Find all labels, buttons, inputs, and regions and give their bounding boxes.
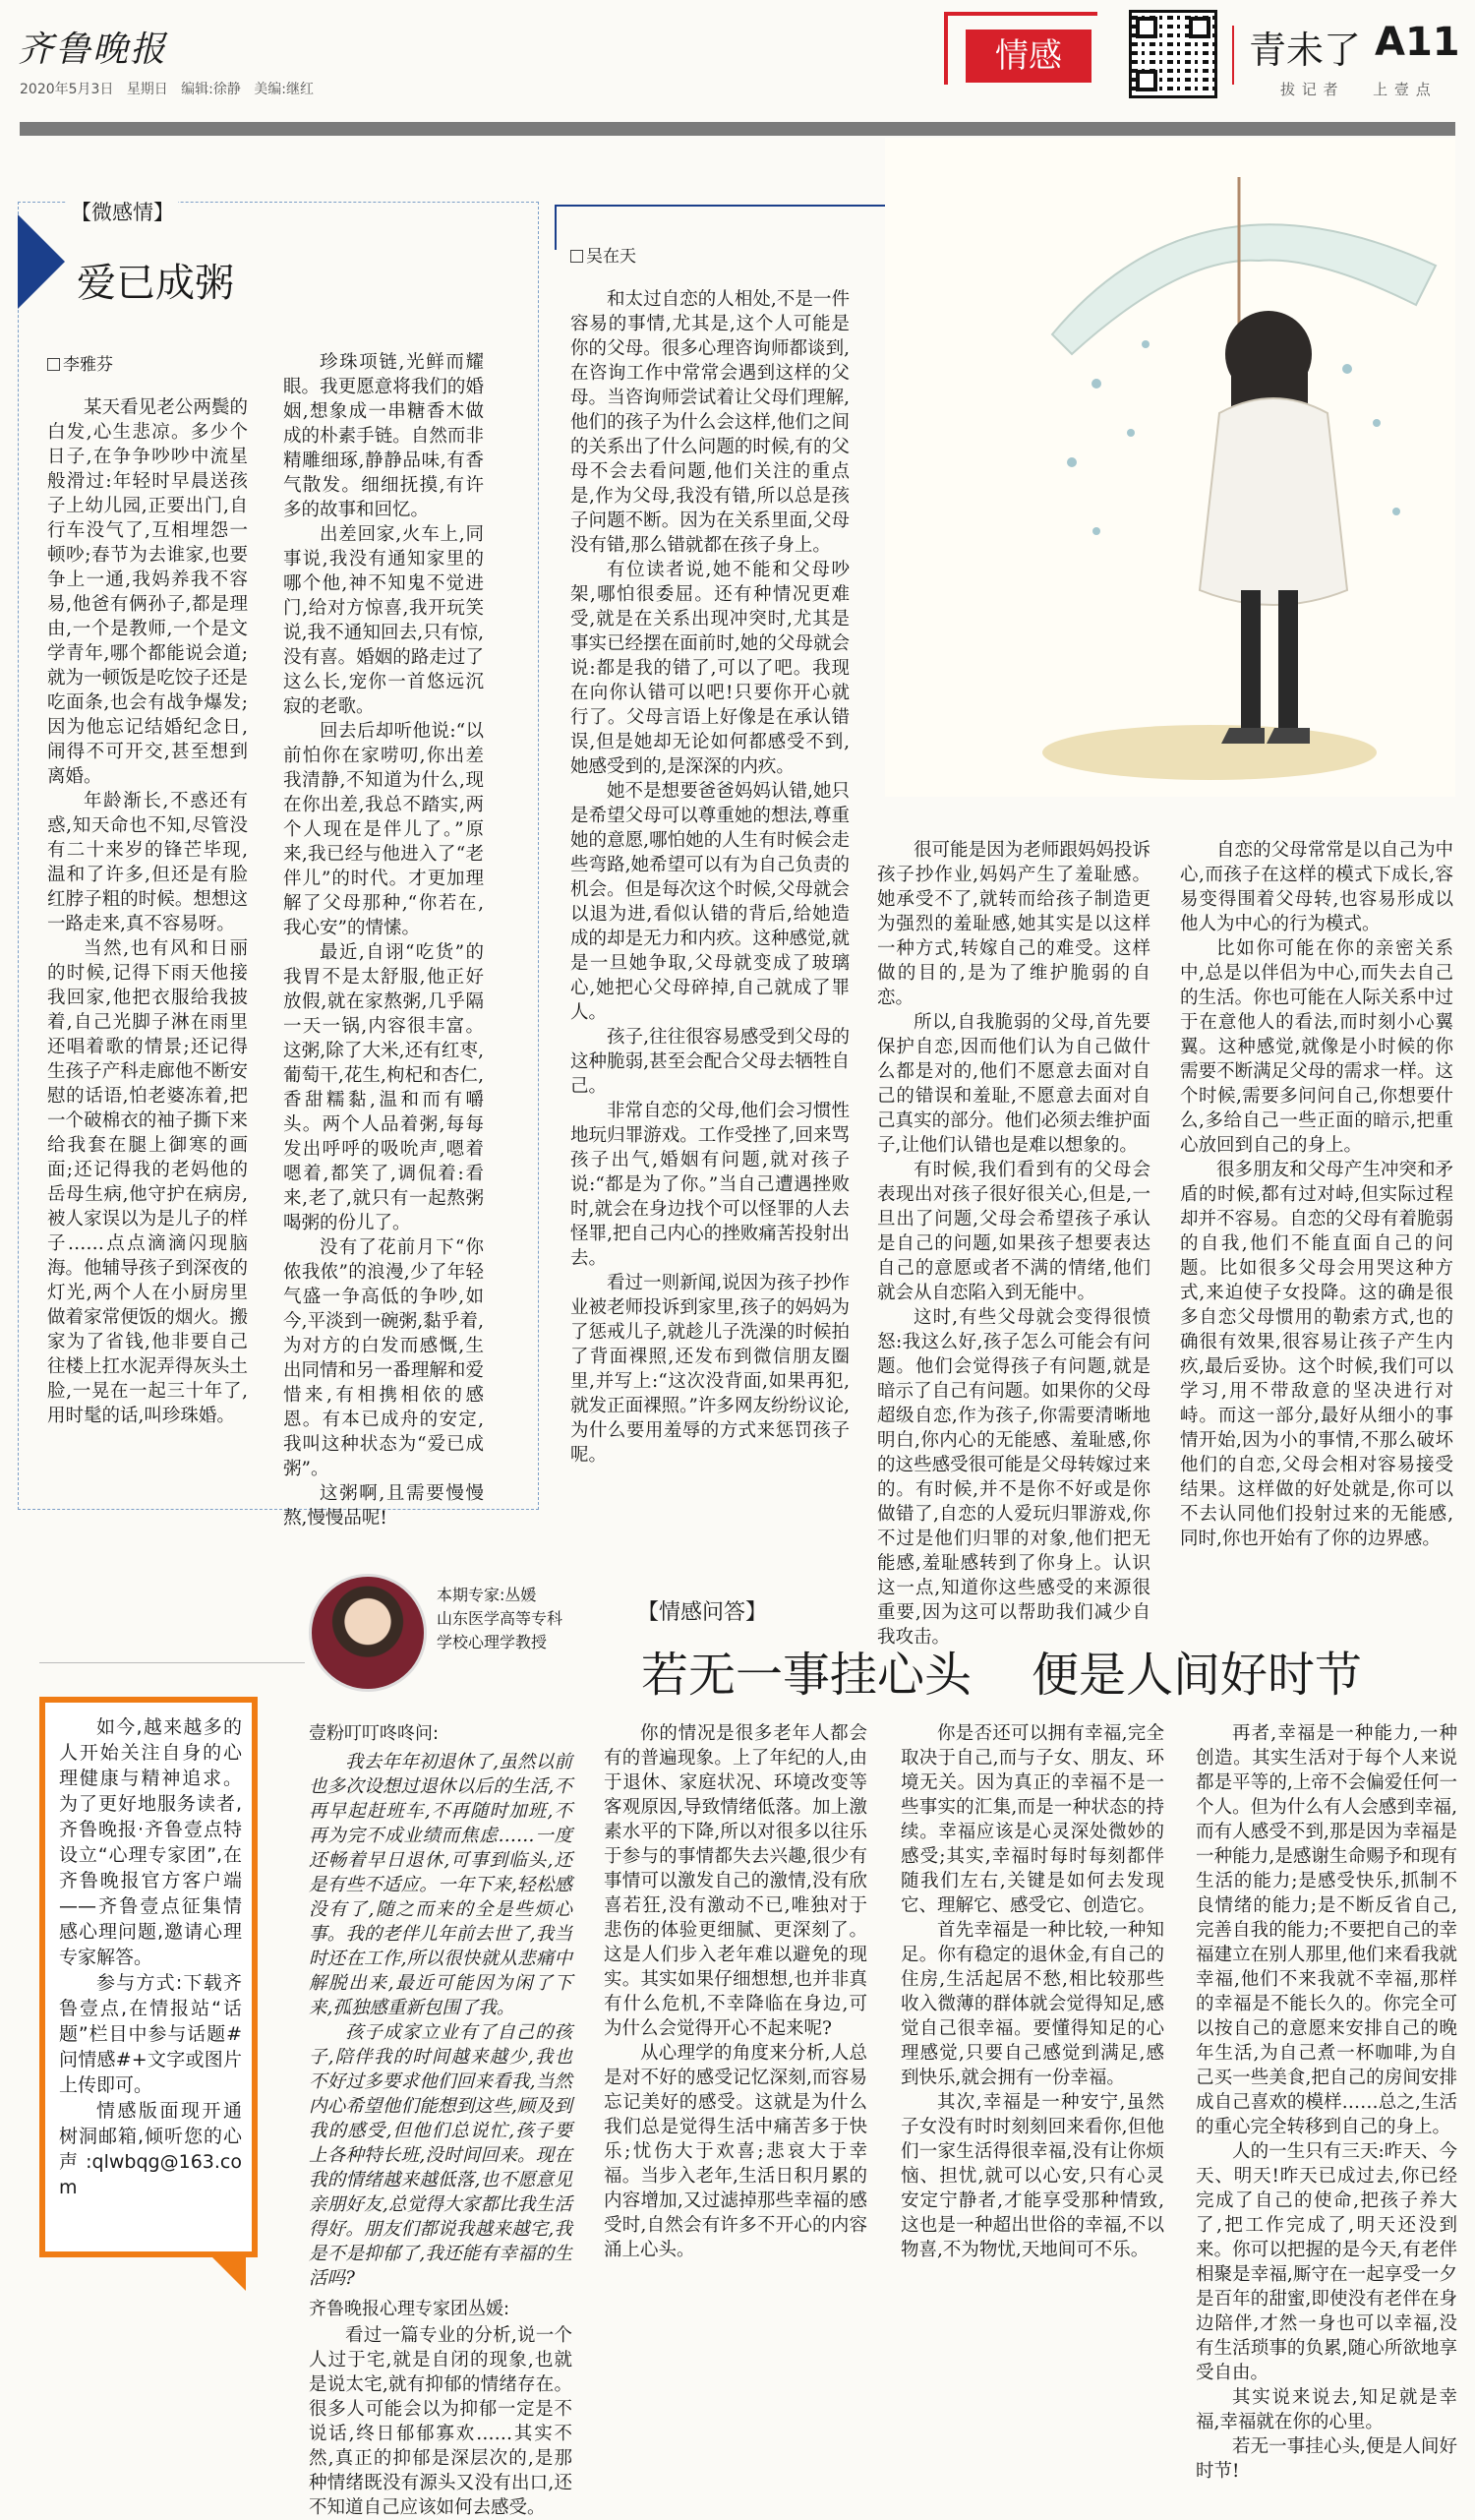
qa-tag: 【情感问答】 (637, 1600, 768, 1625)
sidebar-intro: 如今,越来越多的人开始关注自身的心理健康与精神追求。为了更好地服务读者,齐鲁晚报·齐鲁壹点特设立“心理专家团”,在齐鲁晚报官方客户端——齐鲁壹点征集情感心理问题,邀请心理专家解答。 (59, 1716, 242, 1968)
page-number: A11 (1375, 20, 1460, 65)
qa-answer-para: 再者,幸福是一种能力,一种创造。其实生活对于每个人来说都是平等的,上帝不会偏爱任何一个人。但为什么有人会感到幸福,而有人感受不到,那是因为幸福是一种能力,是感谢生命赐予和现有生活的能力;是感受快乐,抓制不良情绪的能力;是不断反省自己,完善自我的能力;不要把自己的幸福建立在别人那里,他们来看我就幸福,他们不来我就不幸福,那样的幸福是不能长久的。你完全可以按自己的意愿来安排自己的晚年生活,为自己煮一杯咖啡,为自己买一些美食,把自己的房间安排成自己喜欢的模样……总之,生活的重心完全转移到自己的身上。 (1196, 1723, 1457, 2137)
masthead-subline (1280, 79, 1432, 99)
weiqing-col-2 (283, 350, 484, 1529)
qa-col-4 (1196, 1721, 1457, 2482)
parent-para: 有位读者说,她不能和父母吵架,哪怕很委屈。还有种情况更难受,就是在关系出现冲突时,尤其是事实已经摆在面前时,她的父母就会说:都是我的错了,可以了吧。我现在向你认错可以吧!只要你开心就行了。父母言语上好像是在承认错误,但是她却无论如何都感受不到,她感受到的,是深深的内疚。 (570, 560, 850, 777)
designer: 美编:继红 (254, 82, 314, 97)
weiqing-title-marker (18, 214, 65, 309)
sidebar-method: 参与方式:下载齐鲁壹点,在情报站“话题”栏目中参与话题#问情感#+文字或图片上传即可。 (59, 1972, 242, 2096)
qa-answer-para: 其次,幸福是一种安宁,虽然子女没有时时刻刻回来看你,但他们一家生活得很幸福,没有让你烦恼、担忧,就可以心安,只有心灵安定宁静者,才能享受那种情致,这也是一种超出世俗的幸福,不以物喜,不为物忧,天地间可不乐。 (901, 2092, 1164, 2260)
qa-question-para: 我去年年初退休了,虽然以前也多次设想过退休以后的生活,不再早起赶班车,不再随时加班,不再为完不成业绩而焦虑……一度还畅着早日退休,可事到临头,还是有些不适应。一年下来,轻松感没有了,随之而来的全是些烦心事。我的老伴儿年前去世了,我当时还在工作,所以很快就从悲痛中解脱出来,最近可能因为闲了下来,孤独感重新包围了我。 (309, 1752, 572, 2018)
parent-para: 有时候,我们看到有的父母会表现出对孩子很好很关心,但是,一旦出了问题,父母会希望孩子承认是自己的问题,如果孩子想要表达自己的意愿或者不满的情绪,他们就会从自恋陷入到无能中。 (877, 1160, 1150, 1303)
qa-answer-para: 从心理学的角度来分析,人总是对不好的感受记忆深刻,而容易忘记美好的感受。这就是为什么我们总是觉得生活中痛苦多于快乐;忧伤大于欢喜;悲哀大于幸福。当步入老年,生活日积月累的内容增加,又过滤掉那些幸福的感受时,自然会有许多不开心的内容涌上心头。 (604, 2043, 867, 2260)
parent-para: 她不是想要爸爸妈妈认错,她只是希望父母可以尊重她的想法,尊重她的意愿,哪怕她的人生有时候会走些弯路,她希望可以有为自己负责的机会。但是每次这个时候,父母就会以退为进,看似认错的背后,给她造成的却是无力和内疚。这种感觉,就是一旦她争取,父母就变成了玻璃心,她把心父母碎掉,自己就成了罪人。 (570, 781, 850, 1023)
parent-para: 所以,自我脆弱的父母,首先要保护自恋,因而他们认为自己做什么都是对的,他们不愿意去面对自己的错误和羞耻,不愿意去面对自己真实的部分。他们必须去维护面子,让他们认错也是难以想象的。 (877, 1012, 1150, 1156)
qa-answer-para: 你的情况是很多老年人都会有的普遍现象。上了年纪的人,由于退休、家庭状况、环境改变等客观原因,导致情绪低落。加上激素水平的下降,所以对很多以往乐于参与的事情都失去兴趣,很少有事情可以激发自己的激情,没有欣喜若狂,没有激动不已,唯独对于悲伤的体验更细腻、更深刻了。这是人们步入老年难以避免的现实。其实如果仔细想想,也并非真有什么危机,不幸降临在身边,可为什么会觉得开心不起来呢? (604, 1723, 867, 2039)
parent-frame-left (555, 205, 557, 250)
expert-affiliation: 山东医学高等专科 (437, 1609, 563, 1628)
section-badge-label: 情感 (966, 30, 1092, 83)
brand-title: 青未了 (1249, 29, 1362, 72)
expert-avatar (309, 1574, 427, 1692)
weiqing-para: 年龄渐长,不惑还有惑,知天命也不知,尽管没有二十来岁的锋芒毕现,温和了许多,但还是有脸红脖子粗的时候。想想这一路走来,真不容易呀。 (47, 791, 248, 934)
weiqing-para: 珍珠项链,光鲜而耀眼。我更愿意将我们的婚姻,想象成一串糖香木做成的朴素手链。自然而非精雕细琢,静静品味,有香气散发。细细抚摸,有许多的故事和回忆。 (283, 352, 484, 520)
qa-asker: 壹粉叮叮咚咚问: (309, 1723, 440, 1744)
weiqing-para: 最近,自诩“吃货”的我胃不是太舒服,他正好放假,就在家熬粥,几乎隔一天一锅,内容很丰富。这粥,除了大米,还有红枣,葡萄干,花生,枸杞和杏仁,香甜糯黏,温和而有嚼头。两个人品着粥,每每发出呼呼的吸吮声,嗯着嗯着,都笑了,调侃着:看来,老了,就只有一起熬粥喝粥的份儿了。 (283, 942, 484, 1233)
qa-title: 若无一事挂心头 便是人间好时节 (641, 1648, 1363, 1703)
qa-col-2 (604, 1721, 867, 2351)
issue-weekday: 星期日 (126, 82, 168, 97)
qa-answer-para: 首先幸福是一种比较,一种知足。你有稳定的退休金,有自己的住房,生活起居不愁,相比较那些收入微薄的群体就会觉得知足,感觉自己很幸福。要懂得知足的心理感觉,只要自己感觉到满足,感到快乐,就会拥有一份幸福。 (901, 1920, 1164, 2088)
editor: 编辑:徐静 (181, 82, 241, 97)
expert-info (437, 1584, 562, 1654)
weiqing-author: 李雅芬 (47, 350, 113, 375)
weiqing-para: 某天看见老公两鬓的白发,心生悲凉。多少个日子,在争争吵吵中流星般滑过:年轻时早晨送孩子上幼儿园,正要出门,自行车没气了,互相埋怨一顿吵;春节为去谁家,也要争上一通,我妈养我不容易,他爸有俩孙子,都是理由,一个是教师,一个是文学青年,哪个都能说会道;就为一顿饭是吃饺子还是吃面条,也会有战争爆发;因为他忘记结婚纪念日,闹得不可开交,甚至想到离婚。 (47, 397, 248, 787)
girl-umbrella-illustration (885, 138, 1455, 797)
parent-para: 非常自恋的父母,他们会习惯性地玩归罪游戏。工作受挫了,回来骂孩子出气,婚姻有问题,就对孩子说:“都是为了你。”当自己遭遇挫败时,就会在身边找个可以怪罪的人去怪罪,把自己内心的挫败痛苦投射出去。 (570, 1101, 850, 1269)
parent-para: 孩子,往往很容易感受到父母的这种脆弱,甚至会配合父母去牺牲自己。 (570, 1027, 850, 1097)
weiqing-para: 没有了花前月下“你侬我侬”的浪漫,少了年轻气盛一争高低的争吵,如今,平淡到一碗粥,黏乎着,为对方的白发而感慨,生出同情和另一番理解和爱惜来,有相携相依的感恩。有本已成舟的安定,我叫这种状态为“爱已成粥”。 (283, 1237, 484, 1479)
sidebar-pointer (206, 2251, 246, 2291)
qa-answerer: 齐鲁晚报心理专家团丛媛: (309, 2299, 510, 2319)
parent-author: 吴在天 (570, 242, 636, 267)
qa-col-3 (901, 1721, 1164, 2351)
parent-col-3 (1180, 838, 1453, 1549)
weiqing-tag: 【微感情】 (67, 197, 178, 226)
sidebar-box (39, 1697, 258, 2257)
parent-para: 这时,有些父母就会变得很愤怒:我这么好,孩子怎么可能会有问题。他们会觉得孩子有问题,就是暗示了自己有问题。如果你的父母超级自恋,作为孩子,你需要清晰地明白,你内心的无能感、羞耻感,你的这些感受很可能是父母转嫁过来的。有时候,并不是你不好或是你做错了,自恋的人爱玩归罪游戏,你不过是他们归罪的对象,他们把无能感,羞耻感转到了你身上。认识这一点,知道你这些感受的来源很重要,因为这可以帮助我们减少自我攻击。 (877, 1307, 1150, 1648)
expert-title: 学校心理学教授 (437, 1633, 548, 1651)
parent-col-2 (877, 838, 1150, 1648)
qa-answer-para: 若无一事挂心头,便是人间好时节! (1196, 2436, 1457, 2482)
weiqing-col-1 (47, 395, 248, 1495)
weiqing-para: 这粥啊,且需要慢慢熬,慢慢品呢! (283, 1483, 484, 1529)
qa-divider (39, 1662, 305, 1663)
qa-question-para: 孩子成家立业有了自己的孩子,陪伴我的时间越来越少,我也不好过多要求他们回来看我,当然内心希望他们能想到这些,顾及到我的感受,但他们总说忙,孩子要上各种特长班,没时间回来。现在我的情绪越来越低落,也不愿意见亲朋好友,总觉得大家都比我生活得好。朋友们都说我越来越宅,我是不是抑郁了,我还能有幸福的生活吗? (309, 2022, 572, 2289)
expert-name: 本期专家:丛媛 (437, 1586, 537, 1604)
parent-para: 很多朋友和父母产生冲突和矛盾的时候,都有过对峙,但实际过程却并不容易。自恋的父母有着脆弱的自我,他们不能直面自己的问题。比如很多父母会用哭这种方式,来迫使子女投降。这的确是很多自恋父母惯用的勒索方式,也的确很有效果,很容易让孩子产生内疚,最后妥协。这个时候,我们可以学习,用不带敌意的坚决进行对峙。而这一部分,最好从细小的事情开始,因为小的事情,不那么破坏他们的自恋,父母会相对容易接受结果。这样做的好处就是,你可以不去认同他们投射过来的无能感,同时,你也开始有了你的边界感。 (1180, 1160, 1453, 1549)
weiqing-para: 当然,也有风和日丽的时候,记得下雨天他接我回家,他把衣服给我披着,自己光脚子淋在雨里还唱着歌的情景;还记得生孩子产科走廊他不断安慰的话语,怕老婆冻着,把一个破棉衣的袖子撕下来给我套在腿上御寒的画面;还记得我的老妈他的岳母生病,他守护在病房,被人家误以为是儿子的样子……点点滴滴闪现脑海。他辅导孩子到深夜的灯光,两个人在小厨房里做着家常便饭的烟火。搬家为了省钱,他非要自己往楼上扛水泥弄得灰头土脸,一晃在一起三十年了,用时髦的话,叫珍珠婚。 (47, 938, 248, 1426)
issue-date: 2020年5月3日 (20, 82, 114, 97)
parent-col-1 (570, 287, 850, 1499)
qr-code-image[interactable] (1129, 10, 1217, 98)
section-badge (944, 12, 1097, 85)
parent-para: 和太过自恋的人相处,不是一件容易的事情,尤其是,这个人可能是你的父母。很多心理咨询师都谈到,在咨询工作中常常会遇到这样的父母。当咨询师尝试着让父母们理解,他们的孩子为什么会这样,他们之间的关系出了什么问题的时候,有的父母不会去看问题,他们关注的重点是,作为父母,我没有错,所以总是孩子问题不断。因为在关系里面,父母没有错,那么错就都在孩子身上。 (570, 289, 850, 556)
weiqing-para: 回去后却听他说:“以前怕你在家唠叨,你出差我清静,不知道为什么,现在你出差,我总不踏实,两个人现在是伴儿了。”原来,我已经与他进入了“老伴儿”的时代。才更加理解了父母那种,“你若在,我心安”的情愫。 (283, 721, 484, 938)
sidebar-email[interactable]: 情感版面现开通树洞邮箱,倾听您的心声:qlwbqg@163.com (59, 2100, 242, 2198)
issue-info (20, 79, 314, 98)
weiqing-title: 爱已成粥 (77, 261, 234, 306)
qa-answer-para: 看过一篇专业的分析,说一个人过于宅,就是自闭的现象,也就是说太宅,就有抑郁的情绪存在。很多人可能会以为抑郁一定是不说话,终日郁郁寡欢……其实不然,真正的抑郁是深层次的,是那种情绪既没有源头又没有出口,还不知道自己应该如何去感受。 (309, 2325, 572, 2518)
weiqing-para: 出差回家,火车上,同事说,我没有通知家里的哪个他,神不知鬼不觉进门,给对方惊喜,我开玩笑说,我不通知回去,只有惊,没有喜。婚姻的路走过了这么长,宠你一首悠远沉寂的老歌。 (283, 524, 484, 717)
parent-para: 很可能是因为老师跟妈妈投诉孩子抄作业,妈妈产生了羞耻感。她承受不了,就转而给孩子制造更为强烈的羞耻感,她其实是以这样一种方式,转嫁自己的难受。这样做的目的,是为了维护脆弱的自恋。 (877, 840, 1150, 1008)
qa-answer-para: 人的一生只有三天:昨天、今天、明天!昨天已成过去,你已经完成了自己的使命,把孩子养大了,把工作完成了,明天还没到来。你可以把握的是今天,有老伴相聚是幸福,厮守在一起享受一夕是百年的甜蜜,即使没有老伴在身边陪伴,才然一身也可以幸福,没有生活琐事的负累,随心所欲地享受自由。 (1196, 2141, 1457, 2383)
parent-para: 比如你可能在你的亲密关系中,总是以伴侣为中心,而失去自己的生活。你也可能在人际关系中过于在意他人的看法,而时刻小心翼翼。这种感觉,就像是小时候的你需要不断满足父母的需求一样。这个时候,需要多问问自己,你想要什么,多给自己一些正面的暗示,把重心放回到自己的身上。 (1180, 938, 1453, 1156)
qa-col-1 (309, 1721, 572, 2518)
newspaper-logo: 齐鲁晚报 (18, 30, 168, 70)
sub-reporter: 拔 记 者 (1280, 81, 1339, 98)
masthead-rule (20, 122, 1455, 136)
sub-right: 上 壹 点 (1373, 81, 1432, 98)
qa-answer-para: 其实说来说去,知足就是幸福,幸福就在你的心里。 (1196, 2387, 1457, 2432)
parent-para: 看过一则新闻,说因为孩子抄作业被老师投诉到家里,孩子的妈妈为了惩戒儿子,就趁儿子洗澡的时候拍了背面裸照,还发布到微信朋友圈里,并写上:“这次没背面,如果再犯,就发正面裸照。”许多网友纷纷议论,为什么要用羞辱的方式来惩罚孩子呢。 (570, 1273, 850, 1466)
parent-para: 自恋的父母常常是以自己为中心,而孩子在这样的模式下成长,容易变得围着父母转,也容易形成以他人为中心的行为模式。 (1180, 840, 1453, 934)
qa-answer-para: 你是否还可以拥有幸福,完全取决于自己,而与子女、朋友、环境无关。因为真正的幸福不是一些事实的汇集,而是一种状态的持续。幸福应该是心灵深处微妙的感受;其实,幸福时每时每刻都伴随我们左右,关键是如何去发现它、理解它、感受它、创造它。 (901, 1723, 1164, 1916)
